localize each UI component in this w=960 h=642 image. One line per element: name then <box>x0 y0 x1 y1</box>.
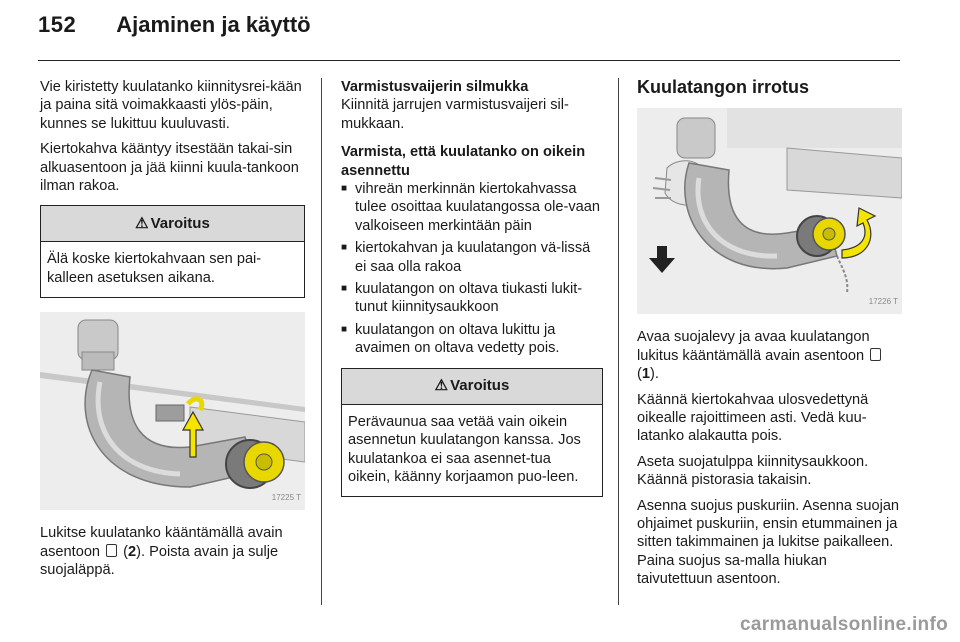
figure-code-2: 17226 T <box>868 297 898 306</box>
figure-ball-bar-lock <box>40 312 305 510</box>
lock-open-icon <box>870 348 881 361</box>
warning-triangle-icon: ⚠ <box>135 214 149 232</box>
lock-closed-icon <box>106 544 117 557</box>
warning-header-1 <box>41 206 304 242</box>
column-divider-1 <box>321 78 322 605</box>
warning-box-2 <box>341 368 603 498</box>
col2-heading2: Varmista, että kuulatanko on oikein asennettu <box>341 144 586 179</box>
column-1 <box>40 78 305 586</box>
check-list <box>341 180 603 358</box>
warning-text-2: Perävaunua saa vetää vain oikein asennetun kuulatangon kanssa. Jos kuulatankoa ei saa asennet-tua oikein, käänny korjaamon puo-leen. <box>348 413 581 485</box>
watermark: carmanualsonline.info <box>740 614 948 635</box>
col3-para2: Käännä kiertokahvaa ulosvedettynä oikealle rajoittimeen asti. Vedä kuu-latanko alakautta pois. <box>637 391 869 445</box>
col3-para1: Avaa suojalevy ja avaa kuulatangon lukitus kääntämällä avain asentoon (1). <box>637 328 902 383</box>
column-divider-2 <box>618 78 619 605</box>
warning-title-2: Varoitus <box>450 376 510 394</box>
ball-bar-lock-illustration <box>40 312 305 510</box>
list-item: ■ kuulatangon on oltava lukittu ja avaimen on oltava vedetty pois. <box>341 321 603 358</box>
list-item: ■ kiertokahvan ja kuulatangon vä-lissä ei saa olla rakoa <box>341 239 603 276</box>
col2-para1: Kiinnitä jarrujen varmistusvaijeri sil-mukkaan. <box>341 97 569 132</box>
col1-para2: Kiertokahva kääntyy itsestään takai-sin alkuasentoon ja jää kiinni kuula-tankoon ilman rakoa. <box>40 141 299 195</box>
col3-para4: Asenna suojus puskuriin. Asenna suojan ohjaimet puskuriin, ensin etummainen ja sitten takimmainen ja lukitse paikalleen. Paina suojus sa-malla hiukan taivutettuun asentoon. <box>637 497 900 588</box>
warning-triangle-icon: ⚠ <box>434 376 449 394</box>
page-number: 152 <box>38 12 77 37</box>
warning-title-1: Varoitus <box>150 214 210 232</box>
col1-para3: Lukitse kuulatanko kääntämällä avain asentoon (2). Poista avain ja sulje suojaläppä. <box>40 525 283 579</box>
ball-bar-removal-illustration <box>637 108 902 314</box>
warning-text-1: Älä koske kiertokahvaan sen pai-kalleen asetuksen aikana. <box>47 251 262 286</box>
column-2 <box>341 78 603 509</box>
warning-header-2 <box>342 369 602 405</box>
page-header <box>38 12 311 38</box>
section-title: Kuulatangon irrotus <box>637 77 809 97</box>
column-3 <box>637 78 902 596</box>
chapter-title: Ajaminen ja käyttö <box>116 12 311 37</box>
warning-box-1 <box>40 205 305 298</box>
header-rule <box>38 60 900 61</box>
col2-heading1: Varmistusvaijerin silmukka <box>341 79 529 95</box>
figure-ball-bar-removal <box>637 108 902 314</box>
figure-code-1: 17225 T <box>271 492 301 502</box>
list-item: ■ kuulatangon on oltava tiukasti lukit-tunut kiinnitysaukkoon <box>341 280 603 317</box>
list-item: ■ vihreän merkinnän kiertokahvassa tulee osoittaa kuulatangossa ole-vaan valkoiseen merkintään päin <box>341 180 603 235</box>
col1-para1: Vie kiristetty kuulatanko kiinnitysrei-kään ja paina sitä voimakkaasti ylös-päin, kunnes se lukittuu kuuluvasti. <box>40 79 302 132</box>
col3-para3: Aseta suojatulppa kiinnitysaukkoon. Käännä pistorasia takaisin. <box>637 453 869 489</box>
